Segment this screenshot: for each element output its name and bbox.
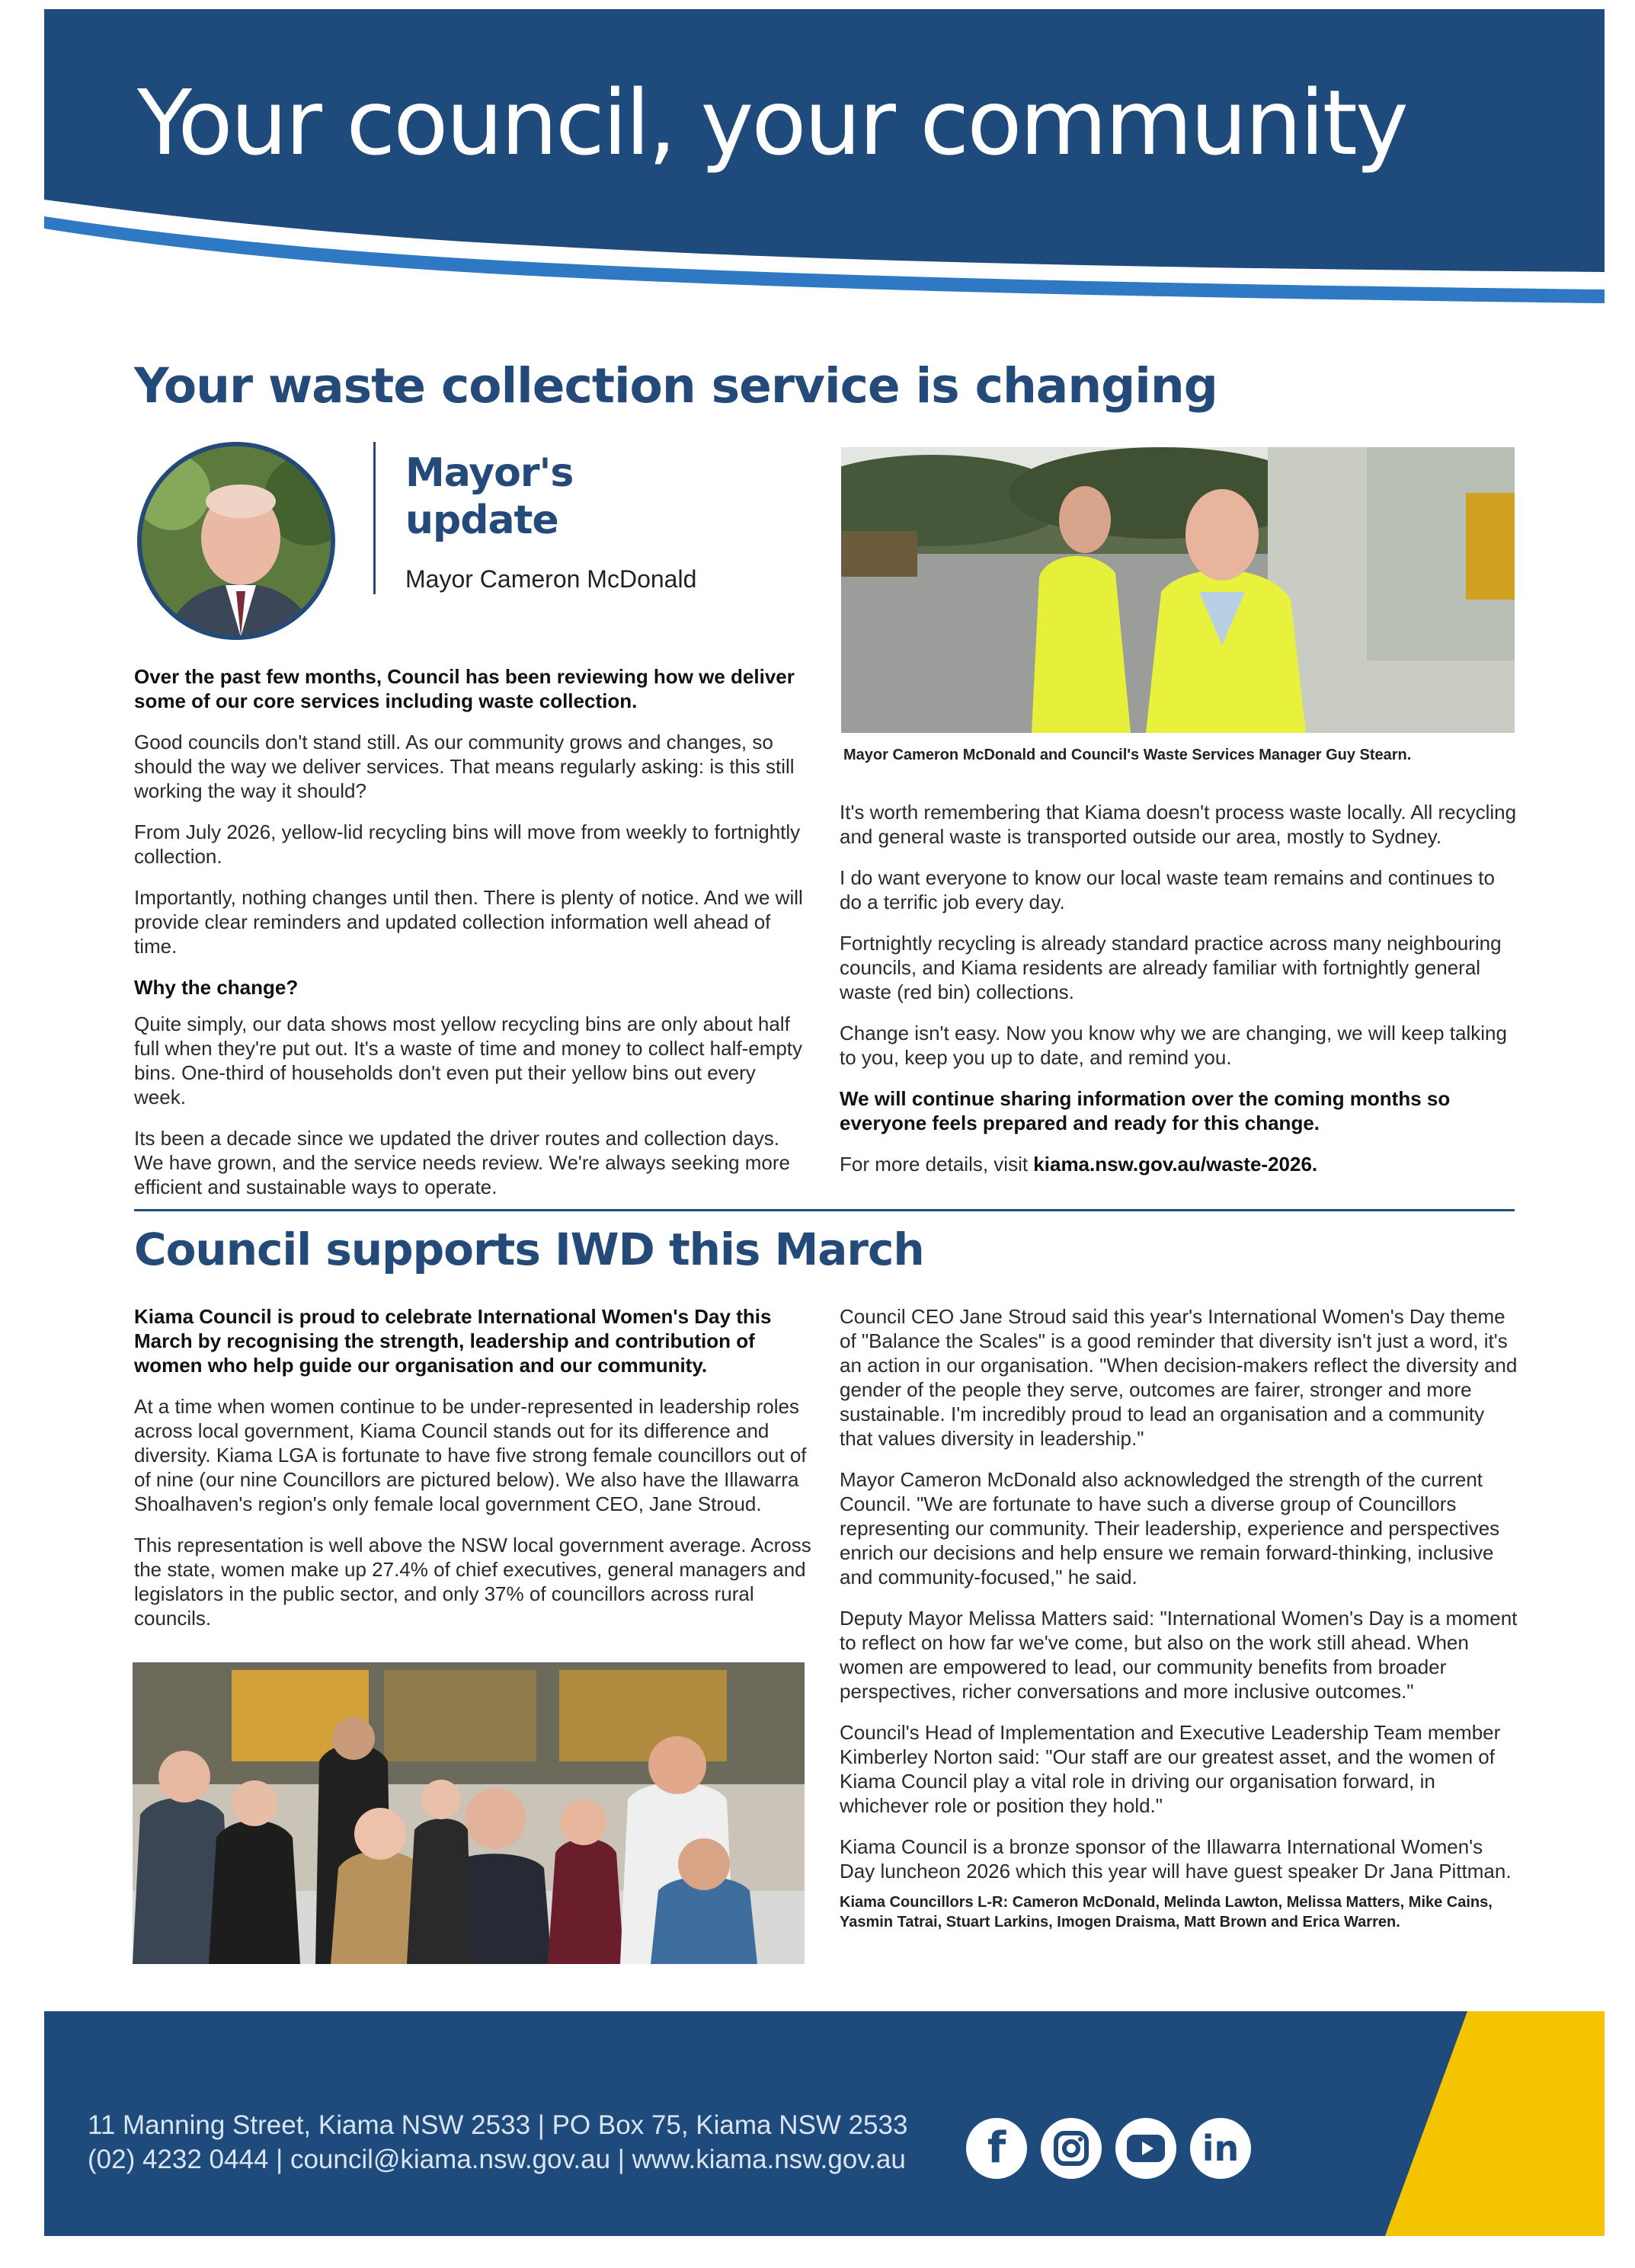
iwd-right-paragraph-5: Kiama Council is a bronze sponsor of the Illawarra International Women's Day luncheon 2026 which this year will have guest speaker Dr Jana Pittman.	[840, 1835, 1512, 1883]
waste-paragraph-4: Quite simply, our data shows most yellow recycling bins are only about half full when they're put out. It's a waste of time and money to collect half-empty bins. One-third of households don't even put their yellow bins out every week.	[134, 1012, 803, 1108]
youtube-glyph	[1125, 2133, 1166, 2164]
waste-right-paragraph-1: It's worth remembering that Kiama doesn't process waste locally. All recycling and general waste is transported outside our area, mostly to Sydney.	[840, 801, 1517, 848]
page-header-banner	[44, 9, 1605, 303]
waste-more-details	[840, 1152, 1519, 1176]
mayor-avatar	[137, 442, 335, 640]
youtube-icon[interactable]	[1115, 2118, 1176, 2179]
mayor-divider	[373, 442, 376, 594]
mayor-update-title-line2: update	[405, 497, 558, 543]
iwd-paragraph-1: At a time when women continue to be under-represented in leadership roles across local government, Kiama Council stands out for its difference and diversity. Kiama LGA is fortunate to have five strong female councillors out of of nine (our nine Councillors are pictured below). We also have the Illawarra Shoalhaven's region's only female local government CEO, Jane Stroud.	[134, 1395, 807, 1515]
mayor-update-title	[405, 449, 573, 544]
waste-right-paragraph-3: Fortnightly recycling is already standard practice across many neighbouring councils, and Kiama residents are already familiar with fortnightly general waste (red bin) collections.	[840, 932, 1502, 1003]
waste-paragraph-3: Importantly, nothing changes until then. There is plenty of notice. And we will provide clear reminders and updated collection information well ahead of time.	[134, 886, 803, 958]
page-title: Your council, your community	[137, 70, 1406, 175]
iwd-right-paragraph-3: Deputy Mayor Melissa Matters said: "International Women's Day is a moment to reflect on how far we've come, but also on the work still ahead. When women are empowered to lead, our community benefits from broader perspectives, richer conversations and more inclusive outcomes."	[840, 1607, 1518, 1703]
iwd-right-paragraph-1: Council CEO Jane Stroud said this year's International Women's Day theme of "Balance the Scales" is a good reminder that diversity isn't just a word, it's an action in our organisation. "When decision-makers reflect the diversity and gender of the people they serve, outcomes are fairer, stronger and more sustainable. I'm incredibly proud to lead an organisation and a community that values diversity in leadership."	[840, 1305, 1518, 1450]
iwd-right-column	[840, 1304, 1519, 1932]
instagram-icon[interactable]	[1041, 2118, 1102, 2179]
waste-more-details-link[interactable]: kiama.nsw.gov.au/waste-2026.	[1033, 1153, 1318, 1176]
waste-right-paragraph-5: We will continue sharing information over the coming months so everyone feels prepared and ready for this change.	[840, 1087, 1451, 1134]
waste-right-column	[840, 800, 1519, 1193]
waste-more-details-prefix: For more details, visit	[840, 1153, 1034, 1176]
waste-heading: Your waste collection service is changing	[134, 358, 1217, 414]
section-divider	[134, 1209, 1515, 1211]
instagram-glyph	[1052, 2129, 1090, 2167]
facebook-glyph: f	[987, 2123, 1006, 2173]
councillors-group-photo	[133, 1662, 805, 1964]
councillors-photo-caption: Kiama Councillors L-R: Cameron McDonald, Melinda Lawton, Melissa Matters, Mike Cains, Yasmin Tatrai, Stuart Larkins, Imogen Draisma, Matt Brown and Erica Warren.	[840, 1894, 1493, 1931]
waste-right-paragraph-2: I do want everyone to know our local waste team remains and continues to do a terrific job every day.	[840, 866, 1495, 913]
linkedin-glyph: in	[1201, 2128, 1240, 2169]
mayor-portrait-image	[142, 446, 335, 640]
iwd-right-paragraph-2: Mayor Cameron McDonald also acknowledged the strength of the current Council. "We are fortunate to have such a diverse group of Councillors representing our community. Their leadership, experience and perspectives enrich our decisions and help ensure we remain forward-thinking, inclusive and community-focused," he said.	[840, 1468, 1500, 1588]
waste-subheading: Why the change?	[134, 976, 299, 999]
mayor-name: Mayor Cameron McDonald	[405, 565, 697, 593]
footer-contact[interactable]: (02) 4232 0444 | council@kiama.nsw.gov.au | www.kiama.nsw.gov.au	[88, 2145, 906, 2174]
waste-lead-paragraph: Over the past few months, Council has been reviewing how we deliver some of our core services including waste collection.	[134, 665, 795, 712]
waste-paragraph-1: Good councils don't stand still. As our community grows and changes, so should the way we deliver services. That means regularly asking: is this still working the way it should?	[134, 731, 795, 802]
waste-paragraph-5: Its been a decade since we updated the driver routes and collection days. We have grown, and the service needs review. We're always seeking more efficient and sustainable ways to operate.	[134, 1127, 790, 1198]
footer-address: 11 Manning Street, Kiama NSW 2533 | PO Box 75, Kiama NSW 2533	[88, 2110, 908, 2140]
waste-paragraph-2: From July 2026, yellow-lid recycling bins will move from weekly to fortnightly collection.	[134, 821, 801, 868]
waste-left-column	[134, 664, 812, 1216]
mayor-update-title-line1: Mayor's	[405, 450, 574, 496]
iwd-heading: Council supports IWD this March	[134, 1224, 924, 1275]
waste-team-photo	[841, 447, 1515, 733]
iwd-paragraph-2: This representation is well above the NSW local government average. Across the state, women make up 27.4% of chief executives, general managers and legislators in the public sector, and only 37% of councillors across rural councils.	[134, 1534, 811, 1630]
facebook-icon[interactable]	[966, 2118, 1027, 2179]
iwd-lead-paragraph: Kiama Council is proud to celebrate International Women's Day this March by recognising the strength, leadership and contribution of women who help guide our organisation and our community.	[134, 1305, 772, 1377]
waste-photo-caption: Mayor Cameron McDonald and Council's Waste Services Manager Guy Stearn.	[843, 747, 1412, 763]
linkedin-icon[interactable]	[1190, 2118, 1251, 2179]
waste-right-paragraph-4: Change isn't easy. Now you know why we are changing, we will keep talking to you, keep you up to date, and remind you.	[840, 1022, 1507, 1069]
iwd-left-column	[134, 1304, 812, 1647]
iwd-right-paragraph-4: Council's Head of Implementation and Executive Leadership Team member Kimberley Norton said: "Our staff are our greatest asset, and the women of Kiama Council play a vital role in driving our organisation forward, in whichever role or position they hold."	[840, 1721, 1501, 1817]
